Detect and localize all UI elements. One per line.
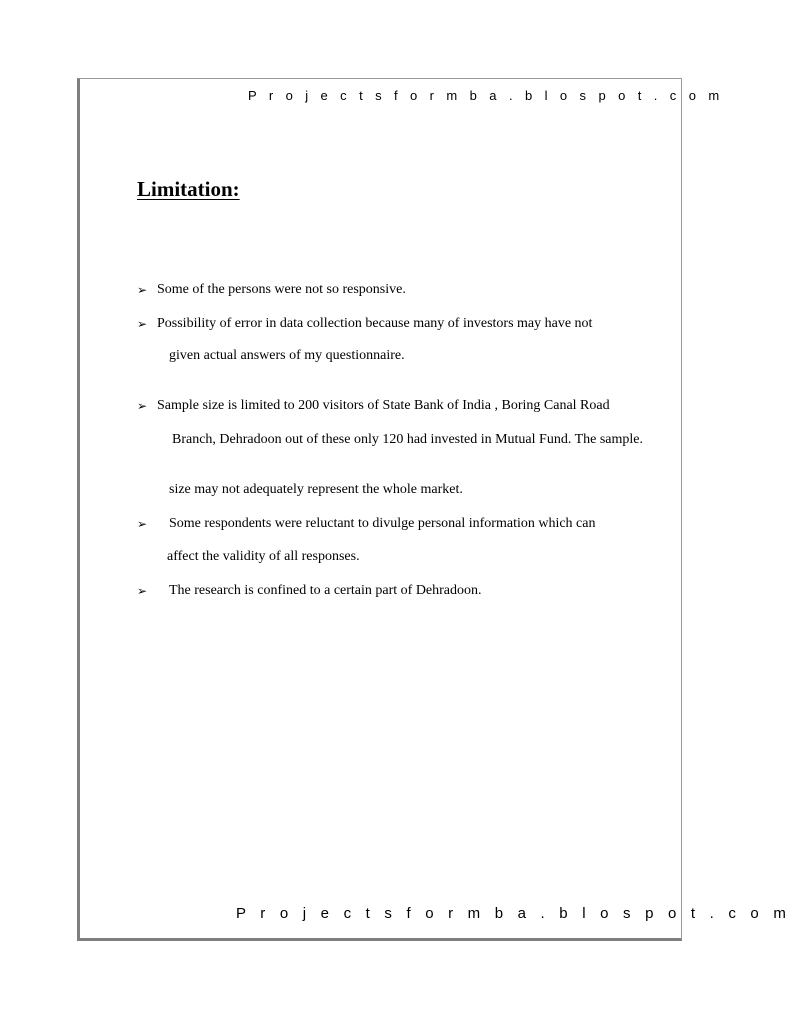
arrow-bullet-icon: ➢ [137,283,148,297]
arrow-bullet-icon: ➢ [137,584,148,598]
bullet-text: Some of the persons were not so responsive. [157,282,406,297]
arrow-bullet-icon: ➢ [137,517,148,531]
bullet-continuation: size may not adequately represent the whole market. [169,482,463,497]
bullet-continuation: affect the validity of all responses. [167,549,360,564]
arrow-bullet-icon: ➢ [137,317,148,331]
bullet-text: The research is confined to a certain part of Dehradoon. [169,583,482,598]
page-footer: P r o j e c t s f o r m b a . b l o s p o t . c o m [236,905,791,922]
section-heading: Limitation: [137,177,240,201]
arrow-bullet-icon: ➢ [137,399,148,413]
page-border-frame [77,78,682,941]
bullet-continuation: Branch, Dehradoon out of these only 120 had invested in Mutual Fund. The sample. [172,432,643,447]
bullet-text: Possibility of error in data collection because many of investors may have not [157,316,593,331]
page-header: P r o j e c t s f o r m b a . b l o s p o t . c o m [248,88,724,103]
bullet-text: Some respondents were reluctant to divulge personal information which can [169,516,596,531]
bullet-continuation: given actual answers of my questionnaire. [169,348,405,363]
bullet-text: Sample size is limited to 200 visitors of State Bank of India , Boring Canal Road [157,398,610,413]
